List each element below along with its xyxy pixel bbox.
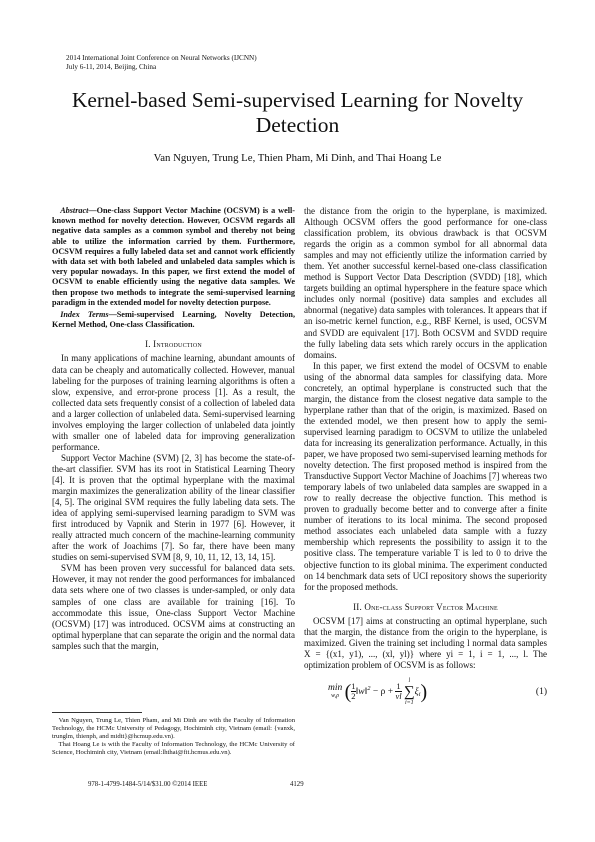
paper-title: Kernel-based Semi-supervised Learning for Novelty Detection xyxy=(71,88,524,137)
footnote: Thai Hoang Le is with the Faculty of Information Technology, the HCMc University of Science, Hochiminh city, Vietnam (email:lhthai@fit.hcmus.edu.vn). xyxy=(52,741,295,757)
paper-authors: Van Nguyen, Trung Le, Thien Pham, Mi Dinh, and Thai Hoang Le xyxy=(153,152,442,164)
paragraph: SVM has been proven very successful for balanced data sets. However, it may not render the good performances for imbalanced data sets where one of two classes is under-sampled, or only data samples of one class are available for training [16]. To accommodate this issue, One-class Support Vector Machine (OCSVM) [17] was introduced. OCSVM aims at constructing an optimal hyperplane that can separate the origin and the normal data samples such that the margin, xyxy=(52,563,295,651)
paragraph: OCSVM [17] aims at constructing an optimal hyperplane, such that the margin, the distance from the origin to the hyperplane, is maximized. Given the training set including l normal data samples X = {(x1, y1), ..., (xl, yl)} where yi = 1, i = 1, ..., l. The optimization problem of OCSVM is as follows: xyxy=(304,615,547,670)
abstract-lead: Abstract xyxy=(60,206,89,215)
index-terms-text: —Semi-supervised Learning, Novelty Detection, Kernel Method, One-class Classification. xyxy=(52,310,296,330)
abstract-text: —One-class Support Vector Machine (OCSVM) is a well-known method for novelty detection. However, OCSVM regards all negative data samples as a common symbol and thereby not being able to utilize the information carried by them. Furthermore, OCSVM requires a fully labeled data set and cannot work efficiently with data set with both labeled and unlabeled data samples which is very popular nowadays. In this paper, we first extend the model of OCSVM to enable efficiently using the negative data samples. We then propose two methods to integrate the semi-supervised learning paradigm in the extended model for novelty detection purpose. xyxy=(52,206,295,307)
equation-fraction-2: $\frac{1}{\nu l}$ xyxy=(395,681,402,702)
footer-isbn: 978-1-4799-1484-5/14/$31.00 ©2014 IEEE xyxy=(88,781,208,788)
conference-header xyxy=(66,54,257,72)
paragraph: In many applications of machine learning, abundant amounts of data can be cheaply and automatically collected. However, manual labeling for the purposes of training learning algorithms is often a slow, expensive, and error-prone process [1]. As a result, the collected data sets frequently consist of a collection of labeled data and a larger collection of unlabeled data. Semi-supervised learning involves employing the larger collection of unlabeled data jointly with smaller one of labeled data for improving generalization performance. xyxy=(52,353,295,452)
equation-1 xyxy=(304,675,547,713)
footnotes xyxy=(52,717,295,757)
left-column xyxy=(52,206,295,652)
section-heading-ocsvm: II. One-class Support Vector Machine xyxy=(353,601,498,612)
conference-name: 2014 International Joint Conference on Neural Networks (IJCNN) xyxy=(66,54,257,62)
equation-body: min w,ρ ( $\frac{1}{2}$ ‖w‖$^2$ − ρ + $\frac{1}{\nu l}$ l ∑ i=1 $\xi_i$) xyxy=(328,677,428,706)
footnote-rule xyxy=(52,712,142,713)
equation-fraction: $\frac{1}{2}$ xyxy=(351,681,356,702)
index-terms xyxy=(52,310,295,330)
equation-number: (1) xyxy=(535,686,547,697)
paragraph: Support Vector Machine (SVM) [2, 3] has become the state-of-the-art classifier. SVM has its root in Statistical Learning Theory [4]. It is proven that the optimal hyperplane with the maximal margin maximizes the generalization ability of the linear classifier [4, 5]. The original SVM requires the fully labeling data sets. The idea of applying semi-supervised learning paradigm to SVM was first introduced by Vapnik and Sterin in 1977 [6]. However, it really attracted much concern of the machine-learning community after the work of Joachims [7]. So far, there have been many studies on semi-supervised SVM [8, 9, 10, 11, 12, 13, 14, 15]. xyxy=(52,452,295,563)
abstract xyxy=(52,206,295,308)
section-heading-introduction: I. Introduction xyxy=(145,339,202,350)
paragraph: the distance from the origin to the hyperplane, is maximized. Although OCSVM offers the good performance for one-class classification problem, its obvious drawback is that OCSVM regards the origin as a common symbol for all abnormal data samples and may not efficiently utilize the information carried by them. Yet another successful kernel-based one-class classification method is Support Vector Data Description (SVDD) [18], which targets building an optimal hypersphere in the feature space which includes only normal (positive) data samples and excludes all abnormal (negative) data samples with tolerances. It appears that if an iso-metric kernel function, e.g., RBF Kernel, is used, OCSVM and SVDD are equivalent [17]. Both OCSVM and SVDD require the fully labeling data sets which rarely occurs in the application domains. xyxy=(304,206,547,360)
footer-page-number: 4129 xyxy=(290,781,304,788)
footnote: Van Nguyen, Trung Le, Thien Pham, and Mi Dinh are with the Faculty of Information Technology, the HCMc University of Pedagogy, Hochiminh city, Vietnam (email: {vanxk, trunglm, thienph, and midtt}@hcmup.edu.vn). xyxy=(52,717,295,741)
right-column xyxy=(304,206,547,713)
equation-min: min w,ρ xyxy=(328,683,343,700)
index-terms-lead: Index Terms xyxy=(60,310,109,320)
equation-sum: l ∑ i=1 xyxy=(403,677,415,706)
conference-dates: July 6-11, 2014, Beijing, China xyxy=(66,63,157,71)
paragraph: In this paper, we first extend the model of OCSVM to enable using of the abnormal data samples for classifying data. More concretely, an optimal hyperplane is constructed such that the margin, the distance from the closest negative data sample to the hyperplane rather than that of the origin, is maximized. Based on the extended model, we then present how to apply the semi-supervised learning paradigm to OCSVM to utilize the unlabeled data for increasing its generalization performance. Actually, in this paper, we have proposed two semi-supervised learning methods for novelty detection. The first proposed method is inspired from the Transductive Support Vector Machine of Joachims [7] whereas two temporary labels of two unlabeled data samples are swapped in a row to really decrease the objective function. This method is proven to gradually become better and to converge after a finite number of iterations to its local minima. The second proposed method associates each unlabeled data sample with a fuzzy membership which represents the possibility to assign it to the positive class. The temperature variable T is led to 0 to drive the objective function to its global minima. The experiment conducted on 14 benchmark data sets of UCI repository shows the superiority for the proposed methods. xyxy=(304,360,547,592)
